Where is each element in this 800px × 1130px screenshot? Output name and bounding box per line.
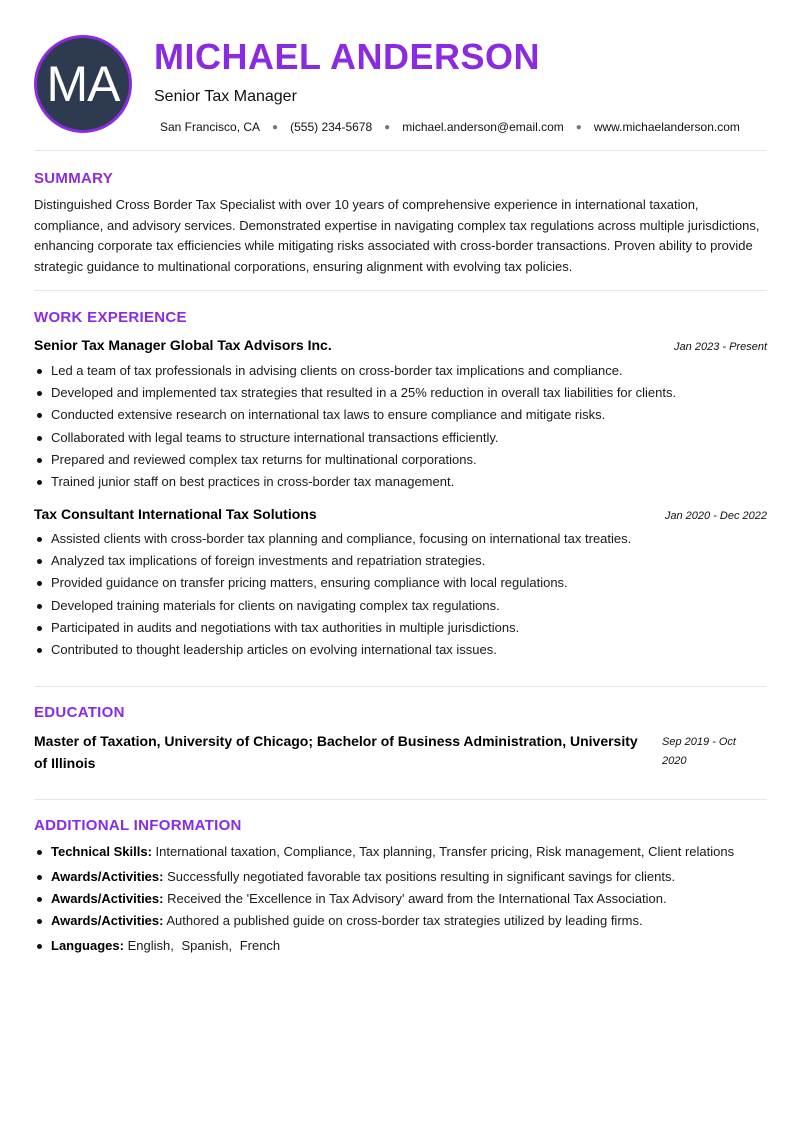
list-item: Analyzed tax implications of foreign investments and repatriation strategies. (34, 550, 767, 572)
list-item: Collaborated with legal teams to structure international transactions efficiently. (34, 427, 767, 449)
education-dates: Sep 2019 - Oct 2020 (662, 736, 736, 767)
education-heading: EDUCATION (34, 704, 125, 721)
list-item (34, 888, 767, 910)
list-item: Led a team of tax professionals in advising clients on cross-border tax implications and compliance. (34, 360, 767, 382)
list-item: Participated in audits and negotiations with tax authorities in multiple jurisdictions. (34, 617, 767, 639)
info-text: Received the 'Excellence in Tax Advisory' award from the International Tax Association. (167, 891, 667, 907)
job-title: Senior Tax Manager Global Tax Advisors Inc. (34, 337, 332, 353)
job-title: Tax Consultant International Tax Solutions (34, 506, 317, 522)
section-divider (34, 150, 767, 151)
summary-text: Distinguished Cross Border Tax Specialist with over 10 years of comprehensive experience in international taxation, compliance, and advisory services. Demonstrated expertise in navigating complex tax regulations across multiple jurisdictions, enhancing corporate tax efficiencies while mitigating risks associated with cross-border transactions. Proven ability to provide strategic guidance to multinational corporations, ensuring alignment with evolving tax policies. (34, 197, 760, 274)
list-item: Developed and implemented tax strategies that resulted in a 25% reduction in overall tax liabilities for clients. (34, 382, 767, 404)
language: English, (127, 938, 174, 954)
job-header (34, 337, 767, 353)
info-text: International taxation, Compliance, Tax planning, Transfer pricing, Risk management, Client relations (155, 844, 735, 859)
bullet-separator-icon: ● (384, 121, 391, 133)
section-divider (34, 799, 767, 800)
avatar (34, 35, 132, 133)
list-item (34, 935, 767, 957)
list-item: Trained junior staff on best practices in cross-border tax management. (34, 471, 767, 493)
section-divider (34, 686, 767, 687)
info-label: Technical Skills: (51, 844, 152, 859)
job-bullets (34, 360, 767, 493)
info-label: Awards/Activities: (51, 891, 164, 907)
info-text: Successfully negotiated favorable tax positions resulting in significant savings for clients. (167, 869, 676, 884)
list-item: Conducted extensive research on international tax laws to ensure compliance and mitigate risks. (34, 404, 767, 426)
avatar-initials: MA (46, 56, 120, 112)
contact-website[interactable]: www.michaelanderson.com (593, 120, 740, 134)
list-item (34, 910, 767, 935)
bullet-separator-icon: ● (272, 121, 279, 133)
language: Spanish, (181, 938, 233, 954)
list-item: Provided guidance on transfer pricing matters, ensuring compliance with local regulations. (34, 572, 767, 594)
contact-email[interactable]: michael.anderson@email.com (402, 120, 564, 134)
work-experience-heading: WORK EXPERIENCE (34, 309, 187, 326)
job-dates: Jan 2020 - Dec 2022 (664, 510, 767, 522)
list-item (34, 841, 767, 866)
info-label: Awards/Activities: (51, 913, 164, 929)
job-dates: Jan 2023 - Present (674, 341, 767, 353)
list-item: Assisted clients with cross-border tax planning and compliance, focusing on international tax treaties. (34, 528, 767, 550)
language: French (239, 938, 281, 954)
additional-info-heading: ADDITIONAL INFORMATION (34, 817, 242, 834)
list-item: Contributed to thought leadership articles on evolving international tax issues. (34, 639, 767, 661)
bullet-separator-icon: ● (575, 121, 582, 133)
education-degree: Master of Taxation, University of Chicago; Bachelor of Business Administration, University of Illinois (34, 733, 638, 771)
info-text: Authored a published guide on cross-border tax strategies utilized by leading firms. (166, 913, 643, 929)
list-item: Prepared and reviewed complex tax returns for multinational corporations. (34, 449, 767, 471)
candidate-role: Senior Tax Manager (154, 88, 297, 105)
list-item: Developed training materials for clients on navigating complex tax regulations. (34, 595, 767, 617)
candidate-name: MICHAEL ANDERSON (154, 36, 541, 77)
languages-label: Languages: (51, 938, 124, 954)
summary-heading: SUMMARY (34, 170, 114, 187)
contact-bar (160, 120, 740, 134)
job-bullets (34, 528, 767, 661)
job-header (34, 506, 767, 522)
section-divider (34, 290, 767, 291)
contact-phone: (555) 234-5678 (290, 120, 373, 134)
info-label: Awards/Activities: (51, 869, 164, 884)
contact-location: San Francisco, CA (160, 120, 261, 134)
additional-info-list (34, 841, 767, 958)
list-item (34, 866, 767, 888)
